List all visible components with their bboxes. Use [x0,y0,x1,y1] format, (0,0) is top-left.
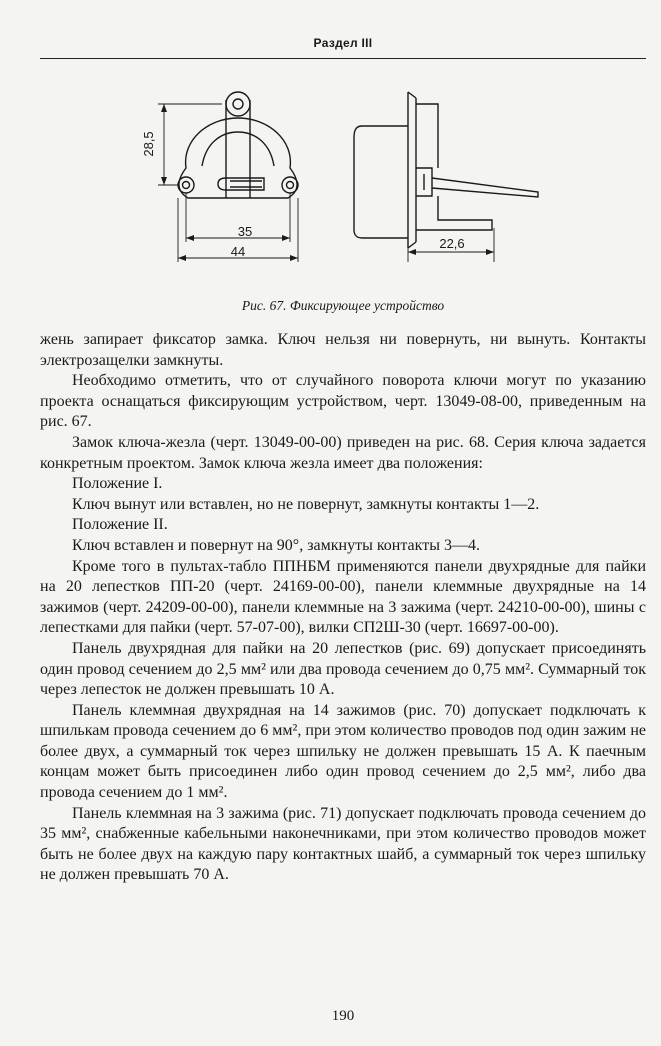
fixing-device-drawing [40,70,646,300]
paragraph-panel-3: Панель клеммная на 3 зажима (рис. 71) допускает подключать провода сечением до 35 мм², снабженные кабельными наконечниками, при этом количество проводов может быть не более двух на каждую пару контактных шайб, а суммарный ток через шпильку не должен превышать 70 А. [40,804,646,884]
body-text [40,330,646,886]
figure-67 [40,70,646,300]
paragraph-panels: Кроме того в пультах-табло ППНБМ применяются панели двухрядные для пайки на 20 лепестков ПП-20 (черт. 24169-00-00), панели клеммные двухрядные на 14 зажимов (черт. 24209-00-00), панели клеммные на 3 зажима (черт. 24210-00-00), шины с лепестками для пайки (черт. 57-07-00), вилки СП2Ш-30 (черт. 16697-00-00). [40,557,646,637]
paragraph-3: Замок ключа-жезла (черт. 13049-00-00) приведен на рис. 68. Серия ключа задается конкретным проектом. Замок ключа жезла имеет два положения: [40,433,646,472]
page-number: 190 [331,1008,355,1024]
paragraph-1: жень запирает фиксатор замка. Ключ нельзя ни повернуть, ни вынуть. Контакты электрозащелки замкнуты. [40,331,646,369]
figure-caption: Рис. 67. Фиксирующее устройство [241,298,445,313]
dim-outer-width-label: 44 [230,244,246,259]
dim-height-label: 28,5 [141,131,156,157]
position-1-heading: Положение I. [72,475,163,493]
header-rule [40,58,646,59]
paragraph-panel-20: Панель двухрядная для пайки на 20 лепестков (рис. 69) допускает присоединять один провод сечением до 2,5 мм² или два провода сечением до 0,75 мм². Суммарный ток через лепесток не должен превышать 10 А. [40,639,646,699]
paragraph-2: Необходимо отметить, что от случайного поворота ключи могут по указанию проекта оснащаться фиксирующим устройством, черт. 13049-08-00, приведенным на рис. 67. [40,372,646,431]
position-1-text: Ключ вынут или вставлен, но не повернут, замкнуты контакты 1—2. [72,495,540,513]
dim-side-label: 22,6 [439,236,465,251]
position-2-text: Ключ вставлен и повернут на 90°, замкнуты контакты 3—4. [72,536,480,554]
dim-inner-width-label: 35 [237,224,253,239]
position-2-heading: Положение II. [72,516,168,534]
section-header: Раздел III [313,36,373,50]
paragraph-panel-14: Панель клеммная двухрядная на 14 зажимов (рис. 70) допускает подключать к шпилькам провода сечением до 6 мм², при этом количество проводов под один зажим не более двух, а суммарный ток через шпильку не должен превышать 15 А. К паечным концам может быть присоединен либо один провод сечением до 2,5 мм², либо два провода сечением до 1 мм². [40,701,646,802]
